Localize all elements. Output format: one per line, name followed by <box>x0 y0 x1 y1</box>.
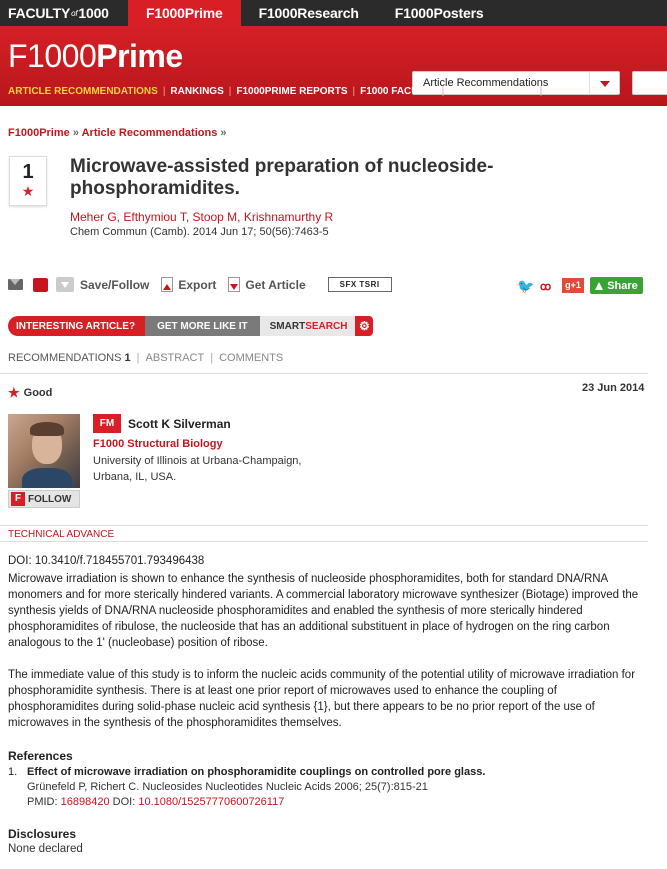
google-plus-button[interactable]: g+1 <box>562 278 584 293</box>
recommendation-paragraph-1: Microwave irradiation is shown to enhance the synthesis of nucleoside phosphoramidites, both for standard DNA/RNA monomers and for more sterically hindered variants. A commercial laboratory microwave synthesizer (Biotage) improved the synthesis yields of DNA/RNA nucleoside phosphoramidites and enabled the synthesis of more sterically hindered phosphoramidites of ribulose, the nucleoside that has an additional substituent in place of hydrogen on the ring carbon analogous to the 1' (nucleobase) position of ribose. <box>8 573 639 649</box>
tab-comments[interactable]: COMMENTS <box>219 352 284 364</box>
divider <box>0 373 648 374</box>
article-authors[interactable]: Meher G, Efthymiou T, Stoop M, Krishnamurthy R <box>70 210 334 224</box>
export-button[interactable]: Export <box>178 277 217 292</box>
share-icon <box>595 282 603 290</box>
follow-button[interactable]: F FOLLOW <box>8 490 80 508</box>
article-title: Microwave-assisted preparation of nucleoside-phosphoramidites. <box>70 156 494 199</box>
get-article-button[interactable]: Get Article <box>245 277 306 292</box>
content-tabs: RECOMMENDATIONS 1 | ABSTRACT | COMMENTS <box>8 352 284 364</box>
f1000-icon: F <box>11 492 25 506</box>
main-nav: ARTICLE RECOMMENDATIONS | RANKINGS | F1000PRIME REPORTS | F1000 FACULTY | JOURNAL CLUBS | BLOG <box>8 86 577 97</box>
breadcrumb-home[interactable]: F1000Prime <box>8 127 70 139</box>
mendeley-icon[interactable]: ꝏ <box>540 280 552 293</box>
tab-f1000research[interactable]: F1000Research <box>258 5 359 21</box>
nav-article-recommendations[interactable]: ARTICLE RECOMMENDATIONS <box>8 86 158 97</box>
chevron-down-icon[interactable] <box>589 72 619 94</box>
top-site-bar <box>0 0 667 26</box>
star-icon: ★ <box>21 183 35 199</box>
download-icon <box>228 277 240 292</box>
breadcrumb-section[interactable]: Article Recommendations <box>81 127 218 139</box>
nav-journal-clubs[interactable]: JOURNAL CLUBS <box>449 86 535 97</box>
faculty-name[interactable]: Scott K Silverman <box>128 417 231 431</box>
recommendation-doi: DOI: 10.3410/f.718455701.793496438 <box>8 555 205 567</box>
disclosures-heading: Disclosures <box>8 827 77 841</box>
nav-f1000-faculty[interactable]: F1000 FACULTY <box>360 86 437 97</box>
tab-faculty-of-1000[interactable]: FACULTY of 1000 <box>8 5 109 21</box>
reference-number: 1. <box>8 766 18 778</box>
save-icon <box>56 277 74 292</box>
f1000prime-logo[interactable]: F1000Prime <box>8 38 183 74</box>
print-icon[interactable] <box>33 278 48 292</box>
tab-f1000prime[interactable]: F1000Prime <box>128 0 241 26</box>
nav-blog[interactable]: BLOG <box>547 86 577 97</box>
reference-ids: PMID: 16898420 DOI: 10.1080/15257770600726117 <box>27 796 285 808</box>
smart-search-bar[interactable]: INTERESTING ARTICLE? GET MORE LIKE IT SMART SEARCH ⚙ <box>8 316 373 336</box>
affiliation-line-1: University of Illinois at Urbana-Champaign, <box>93 455 302 467</box>
disclosures-text: None declared <box>8 843 83 855</box>
email-icon[interactable] <box>8 279 23 290</box>
tab-abstract[interactable]: ABSTRACT <box>145 352 205 364</box>
divider <box>0 541 648 542</box>
breadcrumb: F1000Prime » Article Recommendations » <box>8 127 227 139</box>
save-follow-button[interactable]: Save/Follow <box>80 277 150 292</box>
action-bar <box>8 277 392 292</box>
affiliation-line-2: Urbana, IL, USA. <box>93 471 177 483</box>
article-journal: Chem Commun (Camb). 2014 Jun 17; 50(56):7463-5 <box>70 226 329 238</box>
section-select[interactable]: Article Recommendations <box>412 71 620 95</box>
references-heading: References <box>8 749 73 763</box>
gear-icon: ⚙ <box>355 316 373 336</box>
share-button[interactable]: Share <box>590 277 643 294</box>
star-icon: ★ <box>8 385 20 400</box>
recommendation-paragraph-2: The immediate value of this study is to inform the nucleic acids community of the potential utility of microwave irradiation for phosphoramidite synthesis. There is at least one prior report of microwaves used to enhance the coupling of phosphoramidites during solid-phase nucleic acid synthesis {1}, but there appears to be no prior report of the use of microwaves in the synthesis of the phosphoramidites themselves. <box>8 669 636 729</box>
tab-recommendations[interactable]: RECOMMENDATIONS 1 <box>8 352 131 364</box>
nav-f1000prime-reports[interactable]: F1000PRIME REPORTS <box>236 86 348 97</box>
twitter-icon[interactable]: 🐦 <box>517 277 535 294</box>
sfx-tsri-button[interactable]: SFX TSRI <box>328 277 392 292</box>
divider <box>0 525 648 526</box>
rating: ★ Good <box>8 385 53 400</box>
faculty-section[interactable]: F1000 Structural Biology <box>93 438 223 450</box>
doi-link[interactable]: 10.1080/15257770600726117 <box>138 796 285 808</box>
site-header <box>0 26 667 106</box>
classification-tag: TECHNICAL ADVANCE <box>8 529 115 540</box>
pmid-link[interactable]: 16898420 <box>60 796 110 808</box>
social-bar <box>517 277 643 294</box>
recommendation-date: 23 Jun 2014 <box>582 382 645 394</box>
faculty-avatar[interactable] <box>8 414 80 488</box>
reference-authors: Grünefeld P, Richert C. Nucleosides Nucleotides Nucleic Acids 2006; 25(7):815-21 <box>27 781 428 793</box>
export-icon <box>161 277 173 292</box>
reference-title: Effect of microwave irradiation on phosphoramidite couplings on controlled pore glass. <box>27 766 486 778</box>
nav-rankings[interactable]: RANKINGS <box>170 86 224 97</box>
tab-f1000posters[interactable]: F1000Posters <box>394 5 484 21</box>
search-input[interactable] <box>632 71 667 95</box>
rank-badge: 1 ★ <box>9 156 47 206</box>
faculty-member-badge: FM <box>93 414 121 433</box>
